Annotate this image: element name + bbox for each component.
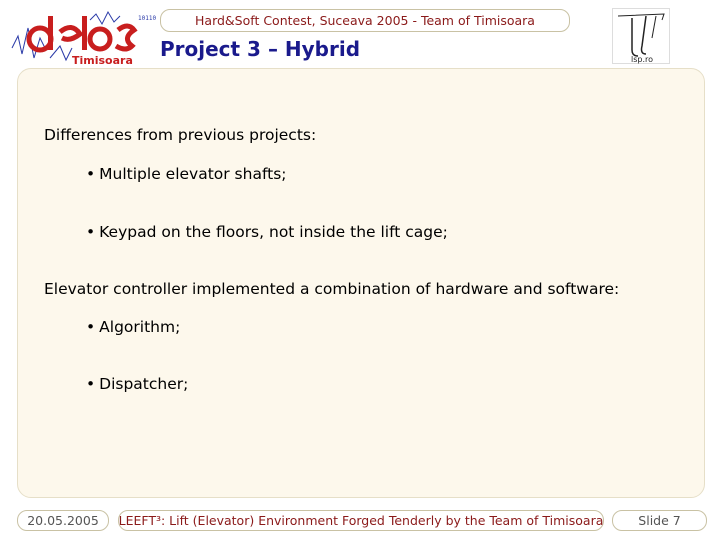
bullet-text: Multiple elevator shafts;: [99, 165, 287, 183]
dsplabs-logo: [10, 8, 157, 68]
page-title: Project 3 – Hybrid: [160, 37, 361, 61]
bullet-text: Algorithm;: [99, 318, 181, 336]
footer-project-title: LEEFT³: Lift (Elevator) Environment Forged Tenderly by the Team of Timisoara: [118, 510, 604, 531]
bullet-glyph: •: [86, 165, 96, 183]
footer-date: 20.05.2005: [17, 510, 109, 531]
bullet-item: [86, 165, 287, 183]
bullet-item: [86, 318, 180, 336]
bullet-glyph: •: [86, 223, 96, 241]
header-contest-text: Hard&Soft Contest, Suceava 2005 - Team of Timisoara: [160, 9, 570, 32]
section-heading-controller: Elevator controller implemented a combination of hardware and software:: [44, 280, 620, 298]
slide-number: Slide 7: [612, 510, 707, 531]
lsp-logo: [612, 8, 670, 64]
bullet-glyph: •: [86, 375, 96, 393]
logo-binary-text: 10110: [138, 15, 157, 22]
section-heading-differences: Differences from previous projects:: [44, 126, 317, 144]
bullet-glyph: •: [86, 318, 96, 336]
logo-right-text: lsp.ro: [630, 55, 654, 64]
bullet-text: Keypad on the floors, not inside the lift cage;: [99, 223, 448, 241]
logo-subtext: Timisoara: [72, 54, 133, 67]
bullet-text: Dispatcher;: [99, 375, 189, 393]
bullet-item: [86, 223, 448, 241]
bullet-item: [86, 375, 188, 393]
